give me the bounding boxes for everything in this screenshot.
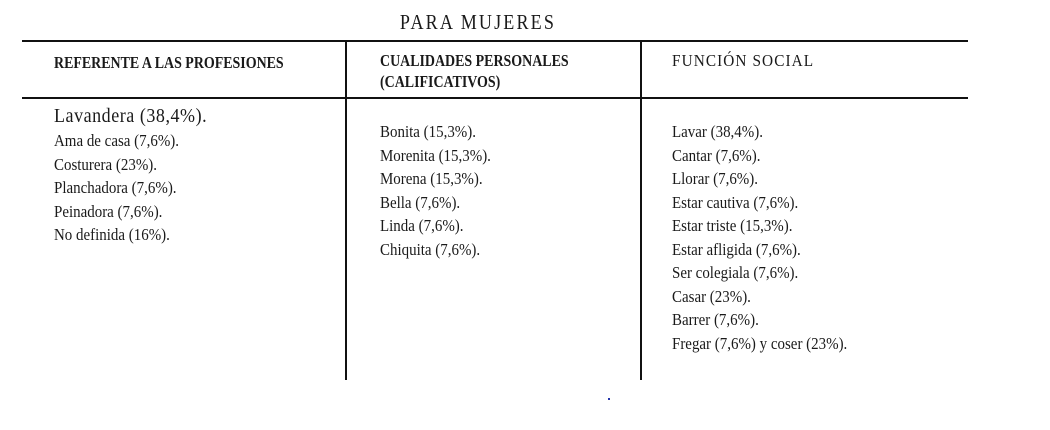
list-item: Peinadora (7,6%). (54, 201, 163, 221)
list-item: Bonita (15,3%). (380, 122, 476, 141)
list-item: Estar cautiva (7,6%). (672, 192, 799, 212)
list-item: Costurera (23%). (54, 154, 158, 174)
list-personal-qualities (380, 120, 491, 261)
list-item: Estar afligida (7,6%). (672, 239, 801, 259)
column-header-line: CUALIDADES PERSONALES (380, 51, 569, 70)
list-item: Fregar (7,6%) y coser (23%). (672, 333, 848, 353)
list-item: Estar triste (15,3%). (672, 216, 793, 235)
list-item: Lavar (38,4%). (672, 122, 763, 141)
list-item: Linda (7,6%). (380, 216, 464, 235)
list-item: Cantar (7,6%). (672, 145, 761, 165)
list-item: Llorar (7,6%). (672, 169, 758, 188)
top-rule (22, 40, 968, 42)
list-social-function (672, 120, 847, 355)
header-rule (22, 97, 968, 99)
column-divider-2 (640, 41, 642, 380)
column-header-line: (CALIFICATIVOS) (380, 72, 501, 91)
column-header-line: FUNCIÓN SOCIAL (672, 51, 815, 70)
table-title: PARA MUJERES (399, 10, 557, 34)
list-item: No definida (16%). (54, 225, 170, 244)
column-header-line: REFERENTE A LAS PROFESIONES (54, 53, 284, 72)
stray-dot (608, 398, 610, 400)
list-item: Ama de casa (7,6%). (54, 131, 180, 150)
list-item: Casar (23%). (672, 286, 751, 306)
lead-item-professions: Lavandera (38,4%). (54, 105, 208, 127)
list-item: Ser colegiala (7,6%). (672, 263, 799, 282)
list-item: Bella (7,6%). (380, 192, 461, 212)
list-item: Barrer (7,6%). (672, 310, 759, 329)
list-item: Planchadora (7,6%). (54, 178, 177, 197)
column-header-professions (54, 52, 284, 73)
column-header-social-function (672, 50, 814, 71)
list-professions (54, 129, 179, 247)
list-item: Morenita (15,3%). (380, 145, 491, 165)
list-item: Chiquita (7,6%). (380, 239, 481, 259)
column-divider-1 (345, 41, 347, 380)
column-header-personal-qualities (380, 50, 569, 92)
list-item: Morena (15,3%). (380, 169, 483, 188)
